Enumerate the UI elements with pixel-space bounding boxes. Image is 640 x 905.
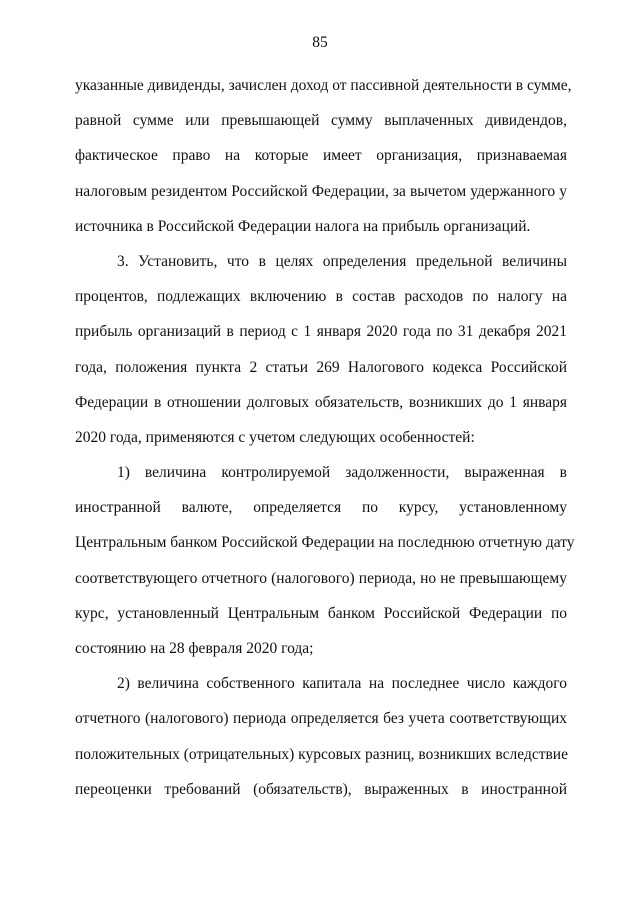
text-line: курс, установленный Центральным банком Российской Федерации по: [75, 604, 567, 622]
text-line: указанные дивиденды, зачислен доход от пассивной деятельности в сумме,: [75, 77, 572, 94]
text-line: состоянию на 28 февраля 2020 года;: [75, 640, 314, 657]
paragraph-3-first-line: 3. Установить, что в целях определения предельной величины: [117, 252, 567, 270]
text-line: соответствующего отчетного (налогового) периода, но не превышающему: [75, 569, 567, 587]
text-line: Федерации в отношении долговых обязательств, возникших до 1 января: [75, 393, 567, 411]
text-line: Центральным банком Российской Федерации на последнюю отчетную дату: [75, 534, 575, 552]
text-line: равной сумме или превышающей сумму выплаченных дивидендов,: [75, 112, 567, 130]
text-line: 2020 года, применяются с учетом следующих особенностей:: [75, 428, 475, 446]
subitem-2-first-line: 2) величина собственного капитала на последнее число каждого: [117, 675, 567, 693]
text-line: процентов, подлежащих включению в состав расходов по налогу на: [75, 288, 567, 306]
text-line: отчетного (налогового) периода определяется без учета соответствующих: [75, 710, 567, 728]
subitem-1-first-line: 1) величина контролируемой задолженности, выраженная в: [117, 464, 567, 482]
text-line: переоценки требований (обязательств), выраженных в иностранной: [75, 780, 567, 798]
text-line: фактическое право на которые имеет организация, признаваемая: [75, 147, 567, 165]
text-line: прибыль организаций в период с 1 января 2020 года по 31 декабря 2021: [75, 323, 567, 341]
text-line: иностранной валюте, определяется по курсу, установленному: [75, 499, 567, 517]
text-line: налоговым резидентом Российской Федерации, за вычетом удержанного у: [75, 182, 567, 200]
text-line: года, положения пункта 2 статьи 269 Налогового кодекса Российской: [75, 358, 567, 376]
text-line: положительных (отрицательных) курсовых разниц, возникших вследствие: [75, 745, 568, 763]
text-line: источника в Российской Федерации налога на прибыль организаций.: [75, 217, 531, 235]
document-body: [75, 68, 575, 807]
page-number: 85: [312, 34, 328, 51]
